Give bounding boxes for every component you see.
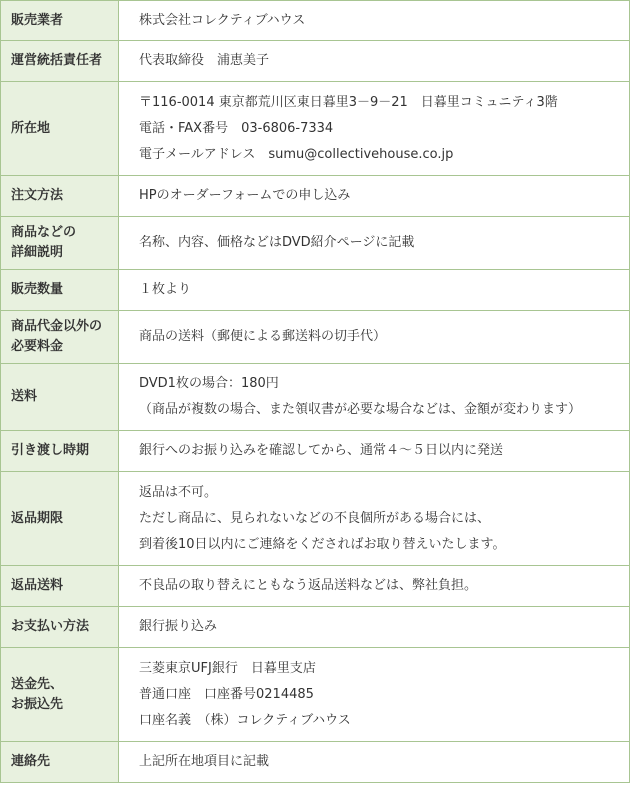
row-value-line: 上記所在地項目に記載 (139, 754, 270, 769)
row-label-line: 返品期限 (11, 510, 64, 526)
row-label (1, 1, 119, 41)
row-value (119, 648, 630, 742)
row-value-line: 電子メールアドレス sumu@collectivehouse.co.jp (139, 146, 454, 162)
row-value (119, 566, 630, 607)
row-label (1, 82, 119, 176)
row-label (1, 217, 119, 270)
row-label-line: 連絡先 (11, 754, 51, 769)
table-row (1, 364, 630, 431)
row-label-line: 送料 (11, 389, 38, 404)
row-value-line: １枚より (139, 282, 192, 297)
table-row (1, 217, 630, 270)
row-label (1, 648, 119, 742)
table-row (1, 41, 630, 82)
table-row (1, 742, 630, 783)
row-value-line: DVD1枚の場合：180円 (139, 376, 279, 391)
row-value-line: 口座名義 （株）コレクティブハウス (139, 712, 351, 728)
table-body (1, 1, 630, 783)
row-value (119, 270, 630, 311)
table-row (1, 472, 630, 566)
row-label-line: 所在地 (11, 120, 51, 136)
row-value-line: 不良品の取り替えにともなう返品送料などは、弊社負担。 (139, 578, 478, 593)
row-value (119, 311, 630, 364)
row-label-line: 引き渡し時期 (11, 443, 90, 458)
row-label (1, 270, 119, 311)
table-row (1, 648, 630, 742)
row-label (1, 472, 119, 566)
row-label-line: お振込先 (11, 696, 64, 712)
row-value-line: 普通口座 口座番号0214485 (139, 686, 314, 702)
table-row (1, 607, 630, 648)
row-value-line: 三菱東京UFJ銀行 日暮里支店 (139, 660, 316, 676)
row-value-line: 代表取締役 浦恵美子 (139, 53, 270, 68)
row-label-line: 運営統括責任者 (11, 53, 103, 68)
row-label (1, 176, 119, 217)
row-value-line: 株式会社コレクティブハウス (139, 12, 306, 28)
row-label-line: 送金先、 (11, 676, 64, 692)
row-value-line: HPのオーダーフォームでの申し込み (139, 188, 351, 203)
row-value-line: 返品は不可。 (139, 484, 218, 500)
row-label (1, 431, 119, 472)
row-label (1, 566, 119, 607)
row-label-line: 詳細説明 (11, 245, 64, 260)
table-row (1, 1, 630, 41)
row-label-line: 販売業者 (11, 12, 64, 28)
row-value (119, 364, 630, 431)
row-label-line: お支払い方法 (11, 619, 90, 634)
row-value-line: 〒116-0014 東京都荒川区東日暮里3－9－21 日暮里コミュニティ3階 (139, 94, 558, 110)
row-value-line: 銀行振り込み (139, 619, 218, 634)
row-label-line: 返品送料 (11, 578, 64, 593)
row-value (119, 607, 630, 648)
row-label (1, 41, 119, 82)
row-label-line: 商品代金以外の (11, 319, 103, 334)
row-label (1, 311, 119, 364)
row-label-line: 商品などの (11, 225, 77, 240)
row-label (1, 607, 119, 648)
table-row (1, 311, 630, 364)
row-value-line: 銀行へのお振り込みを確認してから、通常４～５日以内に発送 (139, 443, 504, 458)
table-row (1, 82, 630, 176)
table-row (1, 176, 630, 217)
row-label (1, 742, 119, 783)
row-value (119, 217, 630, 270)
row-value (119, 431, 630, 472)
row-value (119, 1, 630, 41)
row-value-line: 到着後10日以内にご連絡をくださればお取り替えいたします。 (139, 536, 506, 552)
row-value-line: 商品の送料（郵便による郵送料の切手代） (139, 329, 387, 344)
row-label-line: 販売数量 (11, 282, 64, 297)
table-row (1, 566, 630, 607)
row-label (1, 364, 119, 431)
row-value (119, 742, 630, 783)
table-row (1, 270, 630, 311)
row-label-line: 必要料金 (11, 339, 64, 354)
row-value-line: ただし商品に、見られないなどの不良個所がある場合には、 (139, 510, 491, 526)
row-value (119, 176, 630, 217)
table-row (1, 431, 630, 472)
row-value-line: 電話・FAX番号 03-6806-7334 (139, 120, 334, 136)
row-value-line: （商品が複数の場合、また領収書が必要な場合などは、金額が変わります） (139, 402, 582, 417)
row-label-line: 注文方法 (11, 188, 64, 203)
row-value (119, 41, 630, 82)
row-value-line: 名称、内容、価格などはDVD紹介ページに記載 (139, 235, 415, 250)
row-value (119, 82, 630, 176)
row-value (119, 472, 630, 566)
